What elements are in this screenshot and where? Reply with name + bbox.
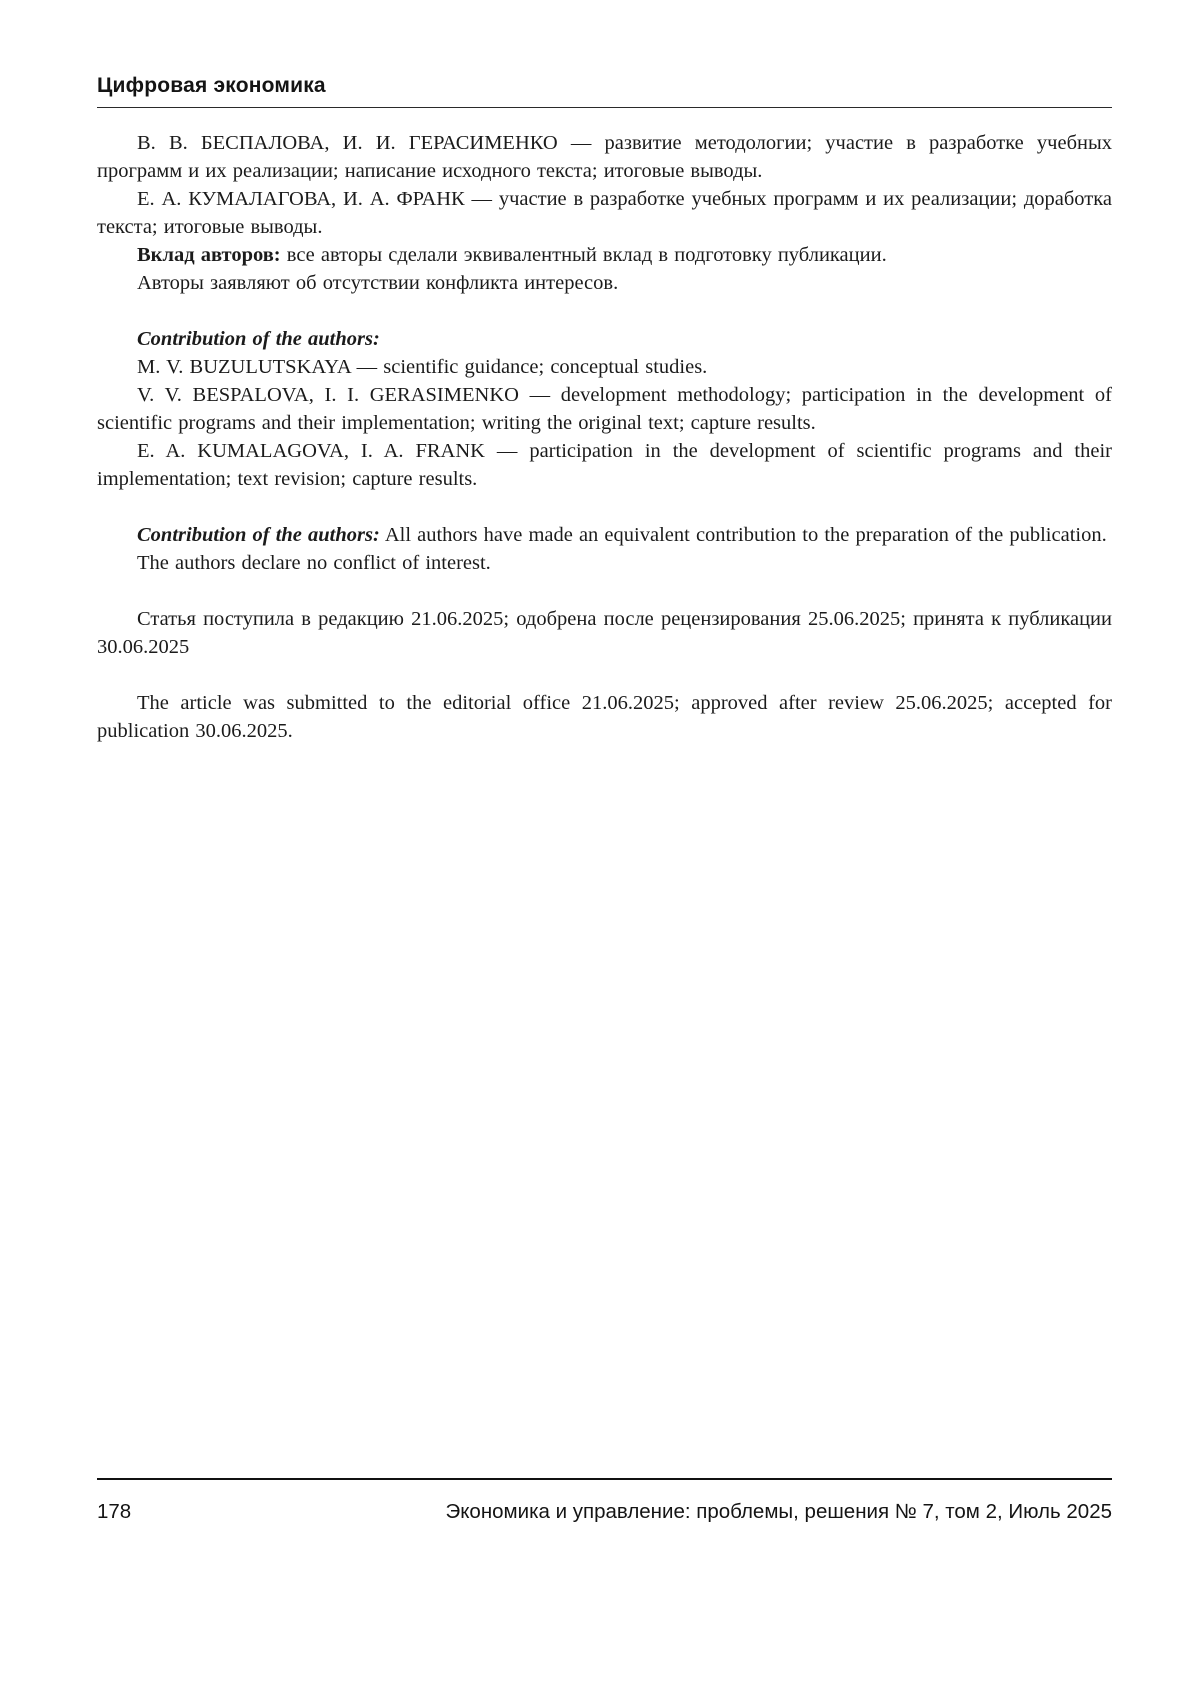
- journal-citation: Экономика и управление: проблемы, решения № 7, том 2, Июль 2025: [445, 1500, 1112, 1523]
- text-run: В. В. БЕСПАЛОВА, И. И. ГЕРАСИМЕНКО — развитие методологии; участие в разработке учебных программ и их реализации; написание исходного текста; итоговые выводы.: [97, 132, 1112, 182]
- text-run: Е. А. КУМАЛАГОВА, И. А. ФРАНК — участие в разработке учебных программ и их реализации; доработка текста; итоговые выводы.: [97, 188, 1112, 238]
- footer-row: [97, 1500, 1112, 1524]
- page-content: [97, 74, 1112, 745]
- paragraph: [97, 521, 1112, 549]
- header-rule: [97, 107, 1112, 108]
- text-run: M. V. BUZULUTSKAYA — scientific guidance; conceptual studies.: [137, 356, 708, 378]
- text-run: Статья поступила в редакцию 21.06.2025; одобрена после рецензирования 25.06.2025; принята к публикации 30.06.2025: [97, 608, 1112, 658]
- paragraph: [97, 185, 1112, 241]
- footer-rule: [97, 1478, 1112, 1480]
- text-run: V. V. BESPALOVA, I. I. GERASIMENKO — development methodology; participation in the development of scientific programs and their implementation; writing the original text; capture results.: [97, 384, 1112, 434]
- text-run: The authors declare no conflict of interest.: [137, 552, 491, 574]
- paragraph: [97, 353, 1112, 381]
- paragraph: [97, 689, 1112, 745]
- text-run: All authors have made an equivalent contribution to the preparation of the publication.: [379, 524, 1107, 546]
- paragraph: [97, 129, 1112, 185]
- text-run: Contribution of the authors:: [137, 524, 380, 546]
- paragraph: [97, 605, 1112, 661]
- text-run: все авторы сделали эквивалентный вклад в подготовку публикации.: [280, 244, 887, 266]
- running-header: [97, 74, 1112, 108]
- paragraph: [97, 269, 1112, 297]
- text-run: Вклад авторов:: [137, 244, 281, 266]
- text-run: The article was submitted to the editorial office 21.06.2025; approved after review 25.06.2025; accepted for publication 30.06.2025.: [97, 692, 1112, 742]
- section-title: Цифровая экономика: [97, 74, 326, 97]
- paragraph: [97, 325, 1112, 353]
- paragraph: [97, 549, 1112, 577]
- paragraph: [97, 381, 1112, 437]
- text-run: Contribution of the authors:: [137, 328, 380, 350]
- paragraph: [97, 241, 1112, 269]
- page-footer: [97, 1478, 1112, 1524]
- page-number: 178: [97, 1500, 132, 1523]
- text-run: E. A. KUMALAGOVA, I. A. FRANK — participation in the development of scientific programs and their implementation; text revision; capture results.: [97, 440, 1112, 490]
- article-body: [97, 129, 1112, 745]
- text-run: Авторы заявляют об отсутствии конфликта интересов.: [137, 272, 619, 294]
- paragraph: [97, 437, 1112, 493]
